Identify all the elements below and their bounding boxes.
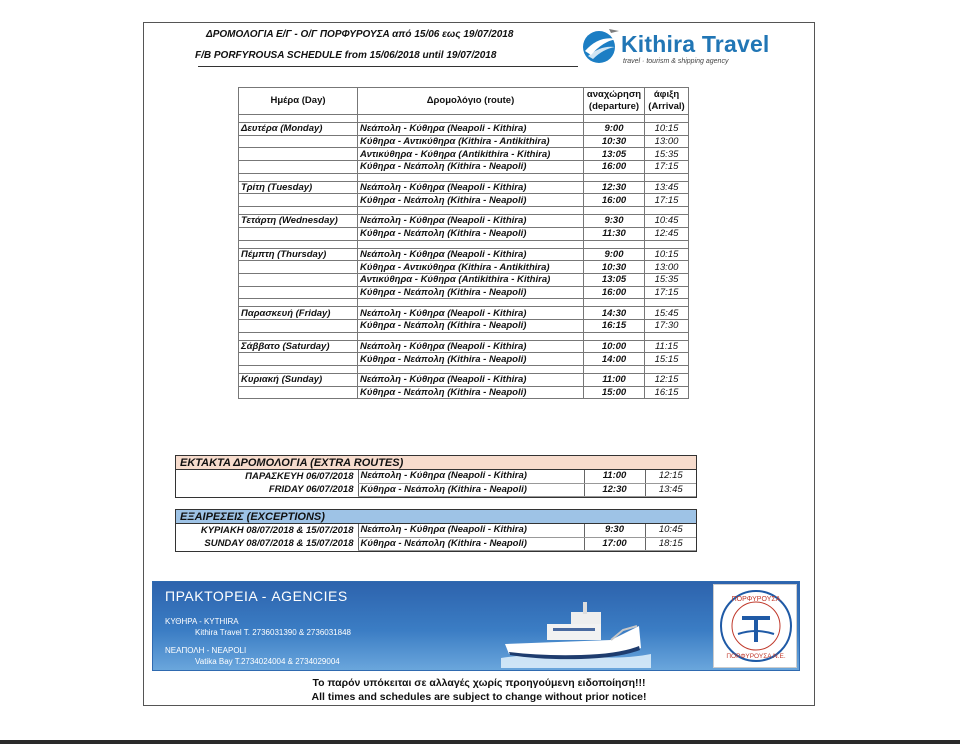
table-row xyxy=(239,273,689,286)
table-row xyxy=(239,215,689,228)
exceptions-section xyxy=(175,509,697,552)
bottom-divider xyxy=(0,740,960,744)
departure-cell: 11:00 xyxy=(584,374,645,387)
table-row xyxy=(176,537,696,550)
kithira-travel-logo xyxy=(579,25,809,69)
col-departure xyxy=(584,88,645,115)
extra-routes-title: ΕΚΤΑΚΤΑ ΔΡΟΜΟΛΟΓΙΑ (EXTRA ROUTES) xyxy=(176,456,696,470)
departure-cell: 16:15 xyxy=(584,319,645,332)
spacer-row xyxy=(239,332,689,340)
table-row xyxy=(239,135,689,148)
spacer-cell xyxy=(584,332,645,340)
spacer-row xyxy=(239,366,689,374)
schedule-document xyxy=(143,22,815,706)
day-cell xyxy=(239,227,358,240)
porfyrousa-seal-logo-icon xyxy=(718,588,794,664)
col-departure-gr: αναχώρηση xyxy=(586,89,642,100)
spacer-cell xyxy=(239,240,358,248)
spacer-cell xyxy=(584,173,645,181)
arrival-cell: 17:30 xyxy=(645,319,689,332)
day-cell xyxy=(239,319,358,332)
route-cell: Νεάπολη - Κύθηρα (Neapoli - Kithira) xyxy=(358,470,584,483)
departure-cell: 10:00 xyxy=(584,340,645,353)
table-row xyxy=(239,286,689,299)
day-cell: Τρίτη (Tuesday) xyxy=(239,181,358,194)
departure-cell: 9:30 xyxy=(584,215,645,228)
arrival-cell: 11:15 xyxy=(645,340,689,353)
spacer-cell xyxy=(645,332,689,340)
spacer-cell xyxy=(239,173,358,181)
departure-cell: 14:30 xyxy=(584,307,645,320)
arrival-cell: 10:45 xyxy=(645,524,696,537)
notice-greek: Το παρόν υπόκειται σε αλλαγές χωρίς προηγούμενη ειδοποίηση!!! xyxy=(312,677,646,689)
route-cell: Νεάπολη - Κύθηρα (Neapoli - Kithira) xyxy=(358,524,584,537)
table-row xyxy=(239,261,689,274)
day-cell: Κυριακή (Sunday) xyxy=(239,374,358,387)
notice-english: All times and schedules are subject to change without prior notice! xyxy=(311,691,647,703)
header-rule xyxy=(198,66,578,67)
col-arrival-en: (Arrival) xyxy=(648,101,685,112)
kythira-contact: Kithira Travel T. 2736031390 & 2736031848 xyxy=(195,628,351,637)
spacer-cell xyxy=(645,115,689,123)
day-cell: Παρασκευή (Friday) xyxy=(239,307,358,320)
spacer-cell xyxy=(645,366,689,374)
spacer-cell xyxy=(358,173,584,181)
arrival-cell: 13:00 xyxy=(645,261,689,274)
date-label: ΚΥΡΙΑΚΗ 08/07/2018 & 15/07/2018 xyxy=(200,524,354,536)
day-cell xyxy=(239,261,358,274)
table-row xyxy=(239,181,689,194)
day-cell xyxy=(239,386,358,399)
day-cell xyxy=(239,161,358,174)
departure-cell: 17:00 xyxy=(584,537,645,550)
neapoli-label: ΝΕΑΠΟΛΗ - NEAPOLI xyxy=(165,646,247,655)
logo-name: Kithira Travel xyxy=(621,31,770,57)
col-arrival-gr: άφιξη xyxy=(653,89,680,100)
title-greek: ΔΡΟΜΟΛΟΓΙΑ Ε/Γ - Ο/Γ ΠΟΡΦΥΡΟΥΣΑ από 15/06 εως 19/07/2018 xyxy=(206,29,514,40)
arrival-cell: 12:15 xyxy=(645,374,689,387)
spacer-cell xyxy=(584,366,645,374)
table-row xyxy=(239,148,689,161)
spacer-cell xyxy=(584,299,645,307)
route-cell: Αντικύθηρα - Κύθηρα (Antikithira - Kithira) xyxy=(358,273,584,286)
table-row xyxy=(239,353,689,366)
agencies-banner xyxy=(152,581,800,671)
route-cell: Νεάπολη - Κύθηρα (Neapoli - Kithira) xyxy=(358,307,584,320)
table-row xyxy=(176,470,696,483)
arrival-cell: 17:15 xyxy=(645,161,689,174)
spacer-cell xyxy=(358,115,584,123)
table-row xyxy=(239,340,689,353)
route-cell: Κύθηρα - Νεάπολη (Kithira - Neapoli) xyxy=(358,227,584,240)
departure-cell: 9:00 xyxy=(584,123,645,136)
col-departure-en: (departure) xyxy=(588,101,640,112)
spacer-cell xyxy=(239,207,358,215)
spacer-cell xyxy=(239,115,358,123)
departure-cell: 11:30 xyxy=(584,227,645,240)
arrival-cell: 13:45 xyxy=(645,483,696,496)
table-header-row xyxy=(239,88,689,115)
spacer-cell xyxy=(239,332,358,340)
route-cell: Νεάπολη - Κύθηρα (Neapoli - Kithira) xyxy=(358,248,584,261)
spacer-cell xyxy=(358,207,584,215)
table-row xyxy=(239,319,689,332)
col-day: Ημέρα (Day) xyxy=(239,88,358,115)
svg-text:ΠΟΡΦΥΡΟΥΣΑ: ΠΟΡΦΥΡΟΥΣΑ xyxy=(731,596,781,603)
spacer-row xyxy=(239,240,689,248)
table-row xyxy=(239,227,689,240)
arrival-cell: 13:45 xyxy=(645,181,689,194)
arrival-cell: 16:15 xyxy=(645,386,689,399)
arrival-cell: 13:00 xyxy=(645,135,689,148)
ferry-ship-image xyxy=(501,596,651,668)
col-arrival xyxy=(645,88,689,115)
svg-text:ΠΟΡΦΥΡΟΥΣΑ Ν.Ε.: ΠΟΡΦΥΡΟΥΣΑ Ν.Ε. xyxy=(726,653,786,660)
departure-cell: 10:30 xyxy=(584,261,645,274)
route-cell: Κύθηρα - Νεάπολη (Kithira - Neapoli) xyxy=(358,286,584,299)
departure-cell: 12:30 xyxy=(584,483,645,496)
table-row xyxy=(239,194,689,207)
arrival-cell: 10:15 xyxy=(645,123,689,136)
weekly-schedule-table xyxy=(238,87,689,399)
day-cell xyxy=(239,148,358,161)
departure-cell: 13:05 xyxy=(584,148,645,161)
agencies-title: ΠΡΑΚΤΟΡΕΙΑ - AGENCIES xyxy=(165,588,348,604)
date-label: ΠΑΡΑΣΚΕΥΗ 06/07/2018 xyxy=(245,470,354,482)
day-cell: Τετάρτη (Wednesday) xyxy=(239,215,358,228)
day-cell: Πέμπτη (Thursday) xyxy=(239,248,358,261)
spacer-cell xyxy=(239,366,358,374)
title-english: F/B PORFYROUSA SCHEDULE from 15/06/2018 until 19/07/2018 xyxy=(195,50,497,61)
arrival-cell: 10:15 xyxy=(645,248,689,261)
table-row xyxy=(239,123,689,136)
departure-cell: 16:00 xyxy=(584,286,645,299)
route-cell: Κύθηρα - Νεάπολη (Kithira - Neapoli) xyxy=(358,386,584,399)
porfyrousa-seal xyxy=(713,584,797,668)
arrival-cell: 12:15 xyxy=(645,470,696,483)
table-row xyxy=(176,483,696,496)
spacer-cell xyxy=(645,207,689,215)
spacer-cell xyxy=(645,299,689,307)
departure-cell: 15:00 xyxy=(584,386,645,399)
spacer-cell xyxy=(358,299,584,307)
arrival-cell: 10:45 xyxy=(645,215,689,228)
swirl-logo-icon xyxy=(579,25,621,67)
day-cell xyxy=(239,273,358,286)
day-cell xyxy=(239,194,358,207)
departure-cell: 12:30 xyxy=(584,181,645,194)
col-route: Δρομολόγιο (route) xyxy=(358,88,584,115)
table-row xyxy=(239,161,689,174)
spacer-cell xyxy=(358,332,584,340)
route-cell: Κύθηρα - Αντικύθηρα (Kithira - Antikithira) xyxy=(358,261,584,274)
route-cell: Νεάπολη - Κύθηρα (Neapoli - Kithira) xyxy=(358,215,584,228)
day-cell: Δευτέρα (Monday) xyxy=(239,123,358,136)
table-row xyxy=(239,307,689,320)
day-cell xyxy=(239,286,358,299)
spacer-cell xyxy=(584,115,645,123)
departure-cell: 9:00 xyxy=(584,248,645,261)
table-row xyxy=(176,524,696,537)
arrival-cell: 15:45 xyxy=(645,307,689,320)
day-cell xyxy=(239,135,358,148)
route-cell: Νεάπολη - Κύθηρα (Neapoli - Kithira) xyxy=(358,340,584,353)
spacer-cell xyxy=(358,240,584,248)
spacer-cell xyxy=(358,366,584,374)
table-row xyxy=(239,386,689,399)
route-cell: Κύθηρα - Νεάπολη (Kithira - Neapoli) xyxy=(358,319,584,332)
spacer-cell xyxy=(645,240,689,248)
route-cell: Αντικύθηρα - Κύθηρα (Antikithira - Kithira) xyxy=(358,148,584,161)
spacer-row xyxy=(239,173,689,181)
departure-cell: 11:00 xyxy=(584,470,645,483)
schedule-body xyxy=(239,115,689,399)
day-cell xyxy=(239,353,358,366)
departure-cell: 14:00 xyxy=(584,353,645,366)
route-cell: Κύθηρα - Νεάπολη (Kithira - Neapoli) xyxy=(358,353,584,366)
table-row xyxy=(239,248,689,261)
spacer-row xyxy=(239,207,689,215)
logo-tagline: travel · tourism & shipping agency xyxy=(623,58,729,65)
spacer-cell xyxy=(239,299,358,307)
spacer-row xyxy=(239,299,689,307)
arrival-cell: 18:15 xyxy=(645,537,696,550)
route-cell: Νεάπολη - Κύθηρα (Neapoli - Kithira) xyxy=(358,181,584,194)
extra-routes-section xyxy=(175,455,697,498)
departure-cell: 9:30 xyxy=(584,524,645,537)
spacer-cell xyxy=(645,173,689,181)
departure-cell: 13:05 xyxy=(584,273,645,286)
exceptions-title: ΕΞΑΙΡΕΣΕΙΣ (EXCEPTIONS) xyxy=(176,510,696,524)
route-cell: Νεάπολη - Κύθηρα (Neapoli - Kithira) xyxy=(358,374,584,387)
exceptions-table xyxy=(176,524,696,551)
spacer-cell xyxy=(584,240,645,248)
date-label: FRIDAY 06/07/2018 xyxy=(268,483,354,495)
route-cell: Κύθηρα - Νεάπολη (Kithira - Neapoli) xyxy=(358,483,584,496)
route-cell: Νεάπολη - Κύθηρα (Neapoli - Kithira) xyxy=(358,123,584,136)
neapoli-contact: Vatika Bay T.2734024004 & 2734029004 xyxy=(195,657,340,666)
route-cell: Κύθηρα - Αντικύθηρα (Kithira - Antikithira) xyxy=(358,135,584,148)
spacer-cell xyxy=(584,207,645,215)
extra-routes-table xyxy=(176,470,696,497)
kythira-label: ΚΥΘΗΡΑ - KYTHIRA xyxy=(165,617,239,626)
spacer-row xyxy=(239,115,689,123)
arrival-cell: 15:15 xyxy=(645,353,689,366)
route-cell: Κύθηρα - Νεάπολη (Kithira - Neapoli) xyxy=(358,194,584,207)
date-label: SUNDAY 08/07/2018 & 15/07/2018 xyxy=(204,537,354,549)
arrival-cell: 17:15 xyxy=(645,194,689,207)
departure-cell: 16:00 xyxy=(584,194,645,207)
route-cell: Κύθηρα - Νεάπολη (Kithira - Neapoli) xyxy=(358,161,584,174)
table-row xyxy=(239,374,689,387)
departure-cell: 16:00 xyxy=(584,161,645,174)
departure-cell: 10:30 xyxy=(584,135,645,148)
route-cell: Κύθηρα - Νεάπολη (Kithira - Neapoli) xyxy=(358,537,584,550)
day-cell: Σάββατο (Saturday) xyxy=(239,340,358,353)
arrival-cell: 15:35 xyxy=(645,273,689,286)
arrival-cell: 15:35 xyxy=(645,148,689,161)
arrival-cell: 17:15 xyxy=(645,286,689,299)
arrival-cell: 12:45 xyxy=(645,227,689,240)
